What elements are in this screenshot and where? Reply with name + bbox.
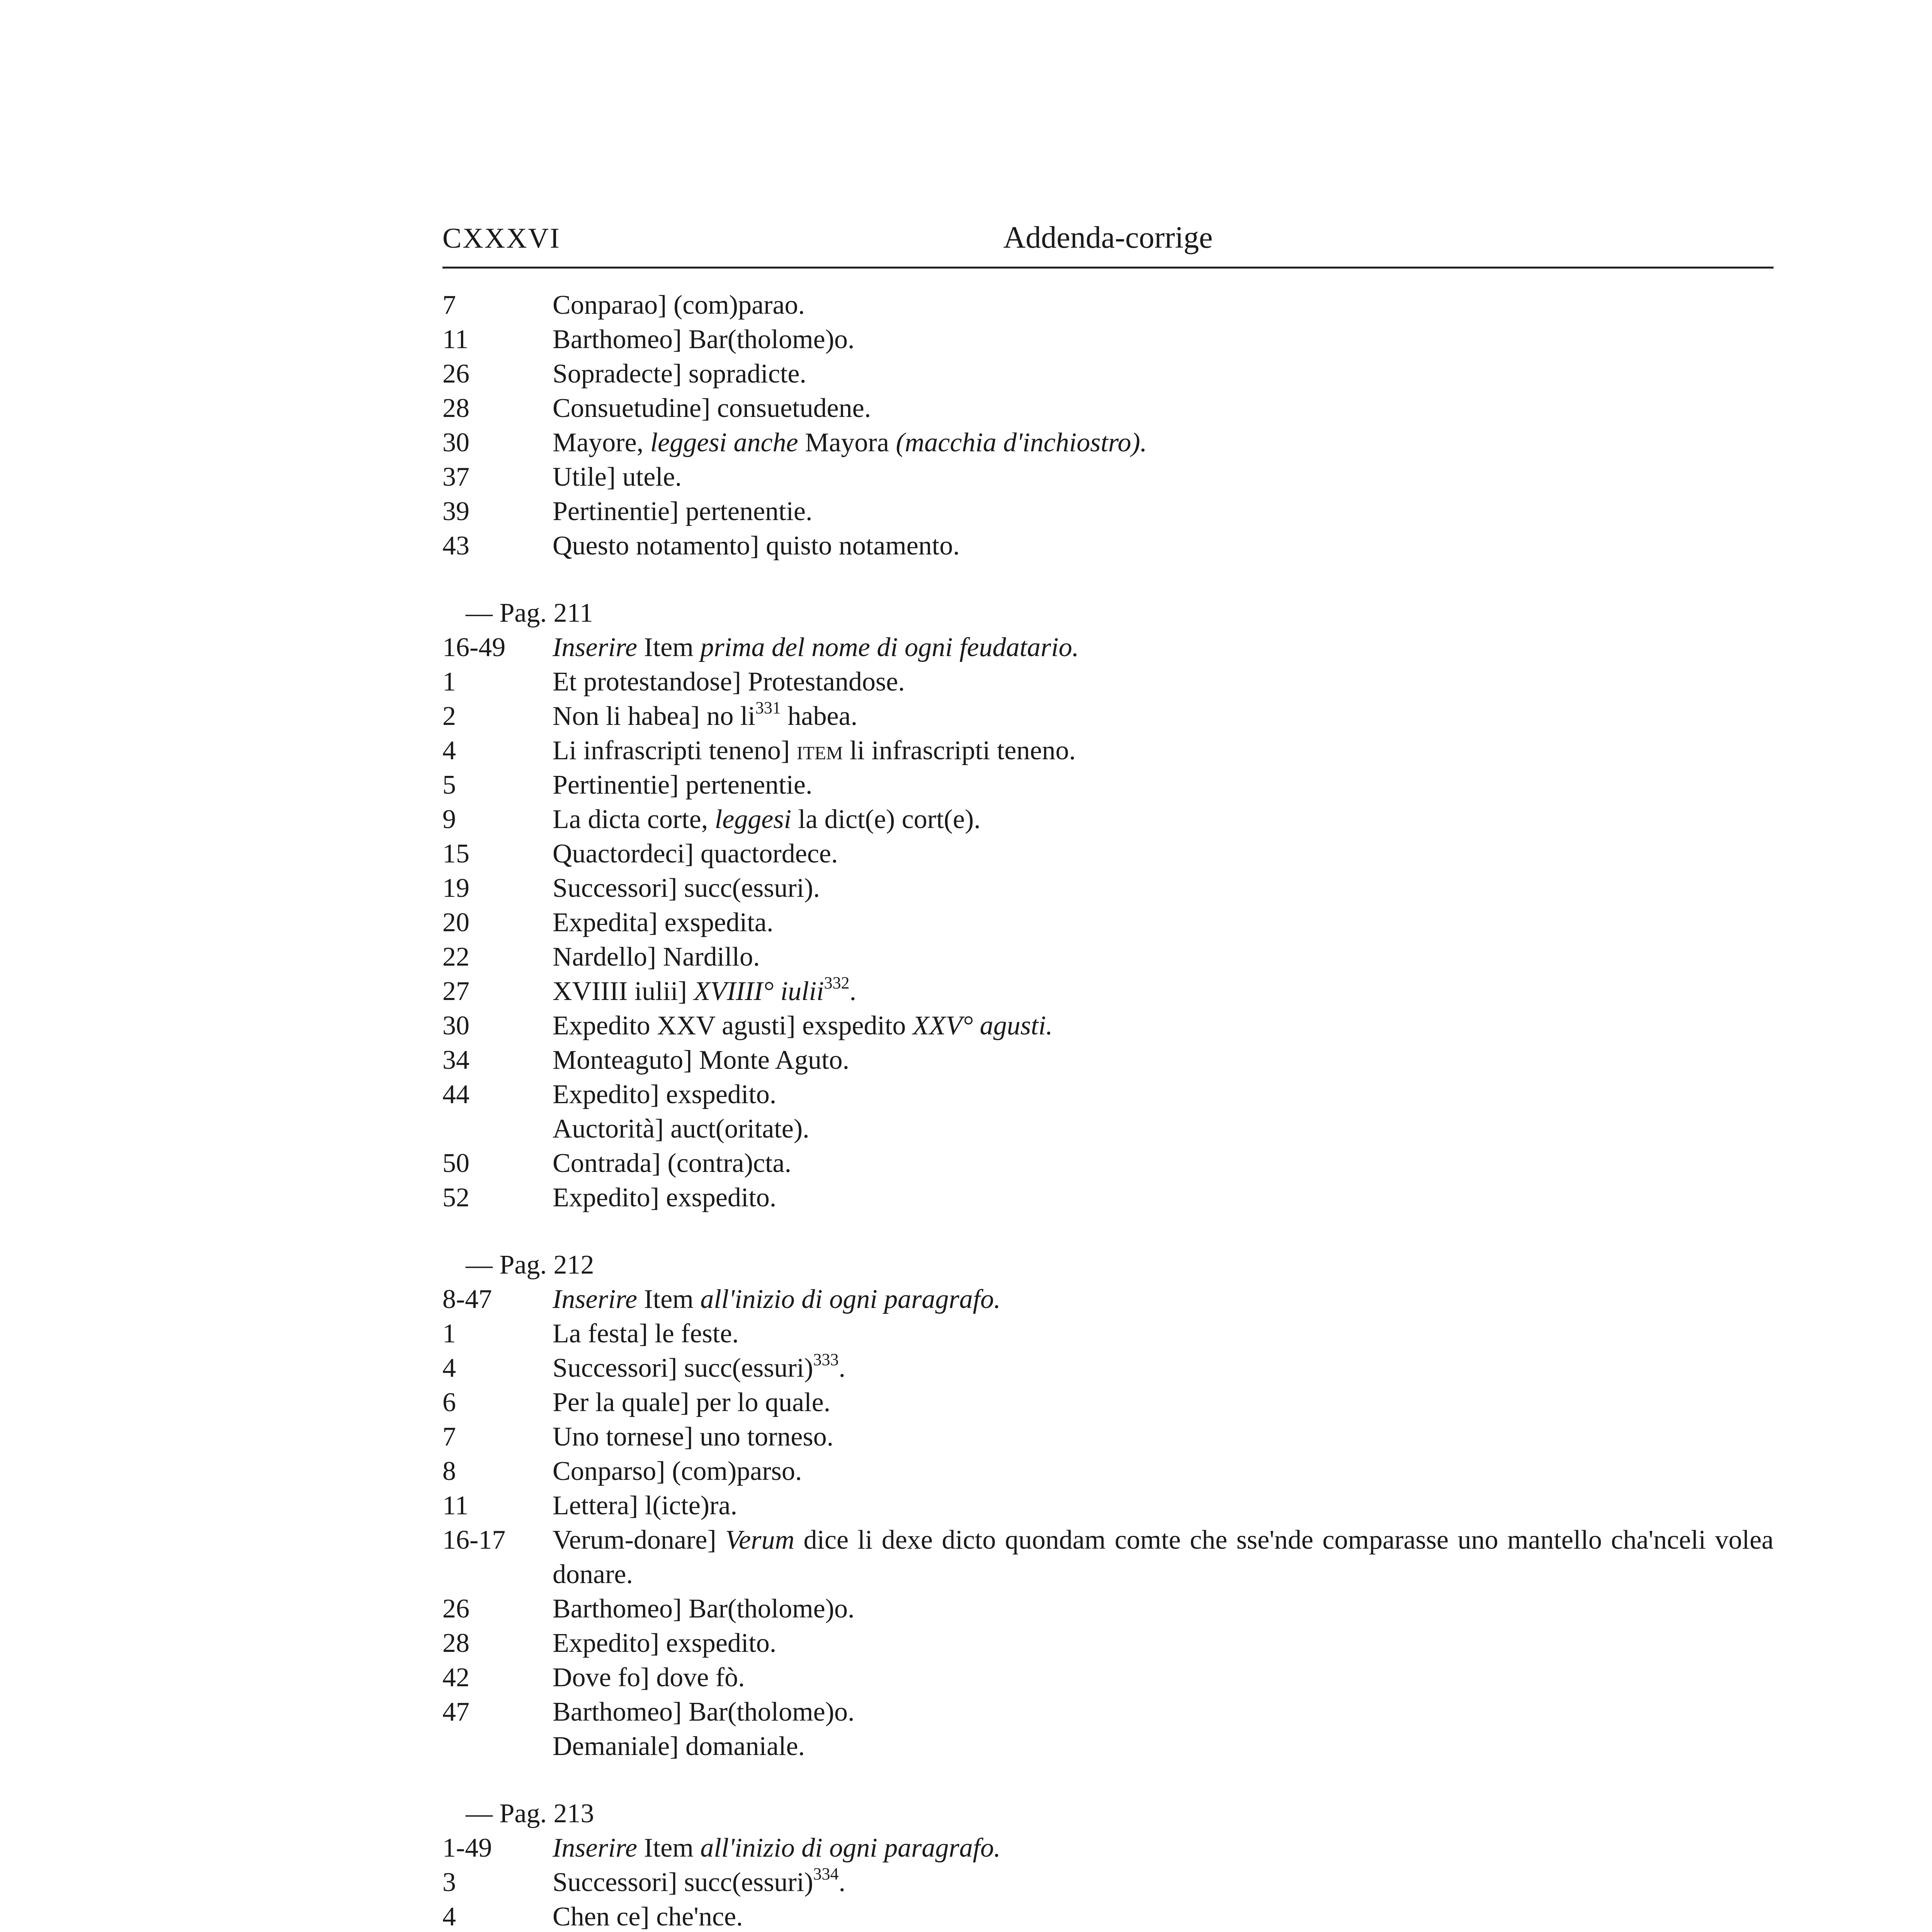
entry-row	[442, 1009, 1774, 1043]
entry-text-part: Successori] succ(essuri)	[553, 1867, 813, 1897]
line-number: 2	[442, 701, 456, 731]
entry-row	[442, 665, 1774, 699]
entry-text: Expedito] exspedito.	[553, 1080, 777, 1109]
entry-text-part: Mayore,	[553, 428, 650, 457]
entry-italic: Inserire	[553, 1284, 638, 1314]
entry-row	[442, 1112, 1774, 1146]
entry-text: Demaniale] domaniale.	[553, 1731, 805, 1761]
entry-text: Barthomeo] Bar(tholome)o.	[553, 325, 855, 354]
line-number: 15	[442, 839, 469, 869]
entry-text-part: Expedito XXV agusti] exspedito	[553, 1011, 913, 1041]
line-number: 28	[442, 1628, 469, 1658]
line-number: 44	[442, 1080, 469, 1109]
entry-row	[442, 802, 1774, 837]
entry-text: Uno tornese] uno torneso.	[553, 1422, 834, 1452]
addenda-body	[442, 288, 1774, 1932]
entry-row	[442, 1454, 1774, 1488]
entry-italic: leggesi anche	[650, 428, 798, 457]
entry-text-part: .	[838, 1353, 846, 1383]
entry-text	[553, 1831, 1774, 1865]
entry-row	[442, 1729, 1774, 1764]
entry-row	[442, 630, 1774, 665]
entry-row	[442, 1660, 1774, 1695]
entry-text-part: Li infrascripti teneno]	[553, 736, 797, 765]
entry-text-part: habea.	[781, 701, 858, 731]
entry-row	[442, 391, 1774, 425]
running-head: CXXXVI	[442, 223, 561, 254]
entry-text: La festa] le feste.	[553, 1319, 739, 1349]
line-number: 3	[442, 1867, 456, 1897]
page-title: Addenda-corrige	[1003, 221, 1213, 255]
entry-text: Pertinentie] pertenentie.	[553, 497, 813, 526]
line-number: 9	[442, 804, 456, 834]
entry-row	[442, 1695, 1774, 1729]
entry-text-part: La dicta corte,	[553, 804, 715, 834]
entry-text	[553, 425, 1774, 460]
section-heading: — Pag. 213	[466, 1799, 594, 1828]
entry-italic: Inserire	[553, 1833, 638, 1863]
line-number: 47	[442, 1697, 469, 1727]
line-number: 26	[442, 359, 469, 389]
entry-row	[442, 494, 1774, 529]
entry-row	[442, 425, 1774, 460]
entry-row	[442, 529, 1774, 563]
line-number: 30	[442, 1011, 469, 1041]
line-number: 6	[442, 1388, 456, 1417]
entry-italic: Verum	[725, 1525, 795, 1555]
line-number: 1	[442, 1319, 456, 1349]
entry-row	[442, 1420, 1774, 1454]
entry-text-part: Item	[637, 1833, 701, 1863]
entry-row	[442, 357, 1774, 391]
entry-row	[442, 1592, 1774, 1626]
entry-row	[442, 288, 1774, 322]
entry-text: Conparso] (com)parso.	[553, 1456, 802, 1486]
entry-row	[442, 1900, 1774, 1932]
line-number: 30	[442, 428, 469, 457]
entry-row	[442, 1385, 1774, 1420]
entry-italic: XXV° agusti.	[912, 1011, 1053, 1041]
entry-text-part: Non li habea] no li	[553, 701, 755, 731]
entry-row	[442, 1351, 1774, 1385]
footnote-ref: 332	[824, 973, 850, 992]
entry-row	[442, 1831, 1774, 1865]
entry-row	[442, 1523, 1774, 1592]
entry-row	[442, 940, 1774, 974]
entry-text: Consuetudine] consuetudene.	[553, 393, 871, 423]
line-number: 11	[442, 1491, 469, 1520]
entry-italic: all'inizio di ogni paragrafo.	[700, 1833, 1001, 1863]
entry-row	[442, 699, 1774, 733]
entry-text: Et protestandose] Protestandose.	[553, 667, 905, 697]
entry-text-part: XVIIII iulii]	[553, 976, 694, 1006]
top-block	[442, 288, 1774, 563]
entry-text	[553, 1282, 1774, 1316]
line-number: 5	[442, 770, 456, 800]
entry-text	[553, 1865, 1774, 1900]
line-number: 7	[442, 1422, 456, 1452]
line-number: 4	[442, 736, 456, 765]
line-number: 26	[442, 1594, 469, 1624]
entry-text-part: Item	[637, 633, 701, 662]
footnote-ref: 334	[813, 1864, 839, 1883]
entry-text: Dove fo] dove fò.	[553, 1663, 745, 1692]
entry-row	[442, 322, 1774, 357]
entry-text: Lettera] l(icte)ra.	[553, 1491, 737, 1520]
page-header	[442, 222, 1774, 265]
entry-text: Utile] utele.	[553, 462, 682, 492]
entry-text-part: .	[838, 1867, 846, 1897]
line-number: 39	[442, 497, 469, 526]
entry-text: Per la quale] per lo quale.	[553, 1388, 831, 1417]
entry-text: Auctorità] auct(oritate).	[553, 1114, 810, 1144]
entry-row	[442, 1488, 1774, 1523]
entry-text: Chen ce] che'nce.	[553, 1902, 743, 1932]
entry-text	[553, 630, 1774, 665]
line-number: 37	[442, 462, 469, 492]
entry-text-part: Verum-donare]	[553, 1525, 726, 1555]
entry-text	[553, 733, 1774, 768]
entry-italic: all'inizio di ogni paragrafo.	[700, 1284, 1001, 1314]
entry-row	[442, 1146, 1774, 1180]
entry-text-part: li infrascripti teneno.	[843, 736, 1076, 765]
entry-text: Successori] succ(essuri).	[553, 873, 820, 903]
footnote-ref: 333	[813, 1350, 839, 1369]
entry-text: Expedito] exspedito.	[553, 1628, 777, 1658]
entry-text: Sopradecte] sopradicte.	[553, 359, 806, 389]
line-number: 1	[442, 667, 456, 697]
line-number: 8-47	[442, 1284, 492, 1314]
section-pag-212	[442, 1248, 1774, 1764]
line-number: 52	[442, 1183, 469, 1213]
line-number: 19	[442, 873, 469, 903]
entry-row	[442, 1865, 1774, 1900]
entry-text	[553, 974, 1774, 1009]
entry-italic: XVIIII° iulii	[694, 976, 824, 1006]
entry-row	[442, 1043, 1774, 1077]
entry-row	[442, 871, 1774, 905]
entry-italic: prima del nome di ogni feudatario.	[700, 633, 1079, 662]
section-pag-213	[442, 1796, 1774, 1932]
line-number: 28	[442, 393, 469, 423]
entry-italic: leggesi	[714, 804, 792, 834]
entry-text: Contrada] (contra)cta.	[553, 1148, 792, 1178]
section-heading: — Pag. 211	[466, 598, 593, 628]
entry-text: Expedito] exspedito.	[553, 1183, 777, 1213]
entry-row	[442, 1626, 1774, 1660]
entry-row	[442, 733, 1774, 768]
entry-row	[442, 905, 1774, 940]
entry-row	[442, 837, 1774, 871]
entry-text: Expedita] exspedita.	[553, 908, 774, 937]
line-number: 4	[442, 1353, 456, 1383]
entry-text: Barthomeo] Bar(tholome)o.	[553, 1594, 855, 1624]
entry-text: Pertinentie] pertenentie.	[553, 770, 813, 800]
line-number: 16-49	[442, 633, 506, 662]
entry-text-part: Item	[637, 1284, 701, 1314]
entry-row	[442, 1282, 1774, 1316]
entry-text: Questo notamento] quisto notamento.	[553, 531, 960, 561]
line-number: 20	[442, 908, 469, 937]
entry-row	[442, 1180, 1774, 1215]
line-number: 43	[442, 531, 469, 561]
entry-text	[553, 1009, 1774, 1043]
entry-row	[442, 974, 1774, 1009]
entry-row	[442, 1077, 1774, 1112]
entry-small-caps: item	[796, 736, 843, 765]
entry-text-part: dice li dexe dicto quondam comte che sse'nde comparasse uno mantello cha'nceli volea donare.	[553, 1525, 1774, 1589]
line-number: 22	[442, 942, 469, 972]
entry-italic: Inserire	[553, 633, 638, 662]
line-number	[442, 1112, 553, 1146]
entry-text	[553, 699, 1774, 733]
entry-text-part: Successori] succ(essuri)	[553, 1353, 813, 1383]
line-number: 1-49	[442, 1833, 492, 1863]
line-number: 34	[442, 1045, 469, 1075]
line-number: 8	[442, 1456, 456, 1486]
entry-text	[553, 1523, 1774, 1592]
entry-text-part: la dict(e) cort(e).	[791, 804, 981, 834]
entry-text: Conparao] (com)parao.	[553, 290, 805, 320]
section-pag-211	[442, 596, 1774, 1215]
entry-text: Monteaguto] Monte Aguto.	[553, 1045, 849, 1075]
line-number: 42	[442, 1663, 469, 1692]
entry-text: Barthomeo] Bar(tholome)o.	[553, 1697, 855, 1727]
entry-text	[553, 802, 1774, 837]
line-number: 50	[442, 1148, 469, 1178]
entry-row	[442, 1316, 1774, 1351]
entry-text: Quactordeci] quactordece.	[553, 839, 838, 869]
line-number	[442, 1729, 553, 1764]
line-number: 4	[442, 1902, 456, 1932]
entry-row	[442, 768, 1774, 802]
section-heading: — Pag. 212	[466, 1250, 594, 1280]
entry-text-part: .	[849, 976, 856, 1006]
entry-italic: (macchia d'inchiostro).	[896, 428, 1147, 457]
line-number: 16-17	[442, 1525, 506, 1555]
footnote-ref: 331	[755, 698, 781, 717]
header-rule	[442, 267, 1774, 269]
line-number: 27	[442, 976, 469, 1006]
entry-row	[442, 460, 1774, 494]
line-number: 11	[442, 325, 469, 354]
line-number: 7	[442, 290, 456, 320]
entry-text: Nardello] Nardillo.	[553, 942, 760, 972]
entry-text	[553, 1351, 1774, 1385]
entry-text-part: Mayora	[798, 428, 896, 457]
